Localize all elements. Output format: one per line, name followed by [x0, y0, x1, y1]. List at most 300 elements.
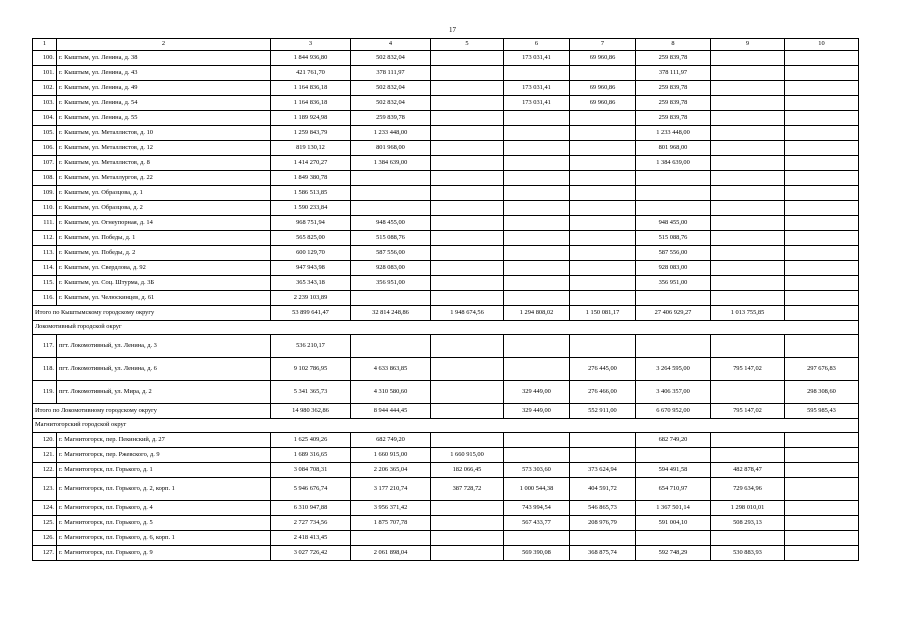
amount-cell: 378 111,97 [351, 66, 431, 81]
amount-cell [570, 276, 636, 291]
table-row [33, 141, 859, 156]
table-row [33, 335, 859, 358]
row-number-cell: 127. [33, 546, 57, 561]
amount-cell [570, 66, 636, 81]
amount-cell [711, 276, 785, 291]
amount-cell: 378 111,97 [636, 66, 711, 81]
amount-cell [711, 111, 785, 126]
amount-cell [431, 141, 504, 156]
amount-cell: 1 414 270,27 [271, 156, 351, 171]
amount-cell: 259 839,78 [636, 81, 711, 96]
amount-cell [431, 201, 504, 216]
row-number-cell: 102. [33, 81, 57, 96]
amount-cell: 1 233 448,00 [636, 126, 711, 141]
amount-cell: 801 968,00 [351, 141, 431, 156]
amount-cell: 32 814 248,86 [351, 306, 431, 321]
amount-cell: 404 591,72 [570, 478, 636, 501]
amount-cell: 1 150 081,17 [570, 306, 636, 321]
total-row [33, 306, 859, 321]
column-header: 3 [271, 39, 351, 51]
amount-cell [785, 66, 859, 81]
amount-cell [504, 126, 570, 141]
amount-cell [785, 186, 859, 201]
amount-cell: 502 832,04 [351, 96, 431, 111]
amount-cell: 173 031,41 [504, 96, 570, 111]
amount-cell: 1 367 501,14 [636, 501, 711, 516]
amount-cell [636, 448, 711, 463]
row-number-cell: 120. [33, 433, 57, 448]
amount-cell [351, 335, 431, 358]
address-cell: г. Кыштым, ул. Ленина, д. 49 [57, 81, 271, 96]
row-number-cell: 107. [33, 156, 57, 171]
amount-cell: 173 031,41 [504, 51, 570, 66]
table-row [33, 96, 859, 111]
table-row [33, 531, 859, 546]
total-label-cell: Итого по Кыштымскому городскому округу [33, 306, 271, 321]
amount-cell: 600 129,70 [271, 246, 351, 261]
amount-cell [431, 51, 504, 66]
row-number-cell: 106. [33, 141, 57, 156]
amount-cell: 508 293,13 [711, 516, 785, 531]
amount-cell: 592 748,29 [636, 546, 711, 561]
amount-cell: 552 911,00 [570, 404, 636, 419]
amount-cell [785, 171, 859, 186]
amount-cell: 594 491,58 [636, 463, 711, 478]
address-cell: пгт. Локомотивный, ул. Ленина, д. 3 [57, 335, 271, 358]
address-cell: г. Кыштым, ул. Металлистов, д. 10 [57, 126, 271, 141]
amount-cell: 1 660 915,00 [431, 448, 504, 463]
amount-cell [504, 433, 570, 448]
address-cell: пгт. Локомотивный, ул. Мира, д. 2 [57, 381, 271, 404]
amount-cell [504, 66, 570, 81]
row-number-cell: 113. [33, 246, 57, 261]
amount-cell: 546 865,73 [570, 501, 636, 516]
section-row [33, 419, 859, 433]
amount-cell [711, 66, 785, 81]
amount-cell [636, 335, 711, 358]
row-number-cell: 101. [33, 66, 57, 81]
amount-cell: 743 994,54 [504, 501, 570, 516]
amount-cell [504, 156, 570, 171]
address-cell: г. Кыштым, ул. Победы, д. 2 [57, 246, 271, 261]
address-cell: г. Магнитогорск, пер. Ржевского, д. 9 [57, 448, 271, 463]
table-row [33, 261, 859, 276]
amount-cell [431, 404, 504, 419]
amount-cell [570, 448, 636, 463]
address-cell: г. Кыштым, ул. Свердлова, д. 92 [57, 261, 271, 276]
total-row [33, 404, 859, 419]
amount-cell: 3 956 371,42 [351, 501, 431, 516]
amount-cell [431, 96, 504, 111]
table-row [33, 516, 859, 531]
amount-cell: 9 102 786,95 [271, 358, 351, 381]
address-cell: г. Кыштым, ул. Металлистов, д. 8 [57, 156, 271, 171]
amount-cell [504, 111, 570, 126]
amount-cell [711, 171, 785, 186]
amount-cell [785, 335, 859, 358]
amount-cell [711, 291, 785, 306]
amount-cell [785, 501, 859, 516]
amount-cell: 1 844 936,80 [271, 51, 351, 66]
amount-cell [785, 216, 859, 231]
amount-cell [351, 291, 431, 306]
table-row [33, 381, 859, 404]
table-row [33, 111, 859, 126]
row-number-cell: 109. [33, 186, 57, 201]
amount-cell [570, 531, 636, 546]
amount-cell: 329 449,00 [504, 404, 570, 419]
row-number-cell: 105. [33, 126, 57, 141]
amount-cell [351, 201, 431, 216]
amount-cell: 795 147,02 [711, 404, 785, 419]
row-number-cell: 110. [33, 201, 57, 216]
amount-cell: 682 749,20 [351, 433, 431, 448]
amount-cell [504, 335, 570, 358]
address-cell: г. Кыштым, ул. Ленина, д. 38 [57, 51, 271, 66]
amount-cell [431, 111, 504, 126]
amount-cell: 6 670 952,00 [636, 404, 711, 419]
amount-cell: 654 710,97 [636, 478, 711, 501]
amount-cell [785, 276, 859, 291]
amount-cell: 1 189 924,98 [271, 111, 351, 126]
row-number-cell: 123. [33, 478, 57, 501]
amount-cell: 1 259 843,79 [271, 126, 351, 141]
amount-cell: 948 455,00 [351, 216, 431, 231]
amount-cell: 329 449,00 [504, 381, 570, 404]
amount-cell: 795 147,02 [711, 358, 785, 381]
amount-cell: 565 825,00 [271, 231, 351, 246]
amount-cell: 2 061 898,04 [351, 546, 431, 561]
address-cell: г. Кыштым, ул. Ленина, д. 55 [57, 111, 271, 126]
amount-cell: 259 839,78 [636, 111, 711, 126]
amount-cell [431, 66, 504, 81]
amount-cell [636, 186, 711, 201]
amount-cell: 14 980 362,86 [271, 404, 351, 419]
amount-cell [431, 126, 504, 141]
amount-cell: 928 083,00 [351, 261, 431, 276]
amount-cell: 591 004,10 [636, 516, 711, 531]
amount-cell: 2 206 365,04 [351, 463, 431, 478]
row-number-cell: 124. [33, 501, 57, 516]
amount-cell [785, 51, 859, 66]
amount-cell: 1 590 233,84 [271, 201, 351, 216]
amount-cell: 4 633 863,85 [351, 358, 431, 381]
address-cell: г. Магнитогорск, пл. Горького, д. 5 [57, 516, 271, 531]
table-row [33, 478, 859, 501]
amount-cell [785, 96, 859, 111]
amount-cell: 1 948 674,56 [431, 306, 504, 321]
amount-cell: 3 177 210,74 [351, 478, 431, 501]
amount-cell [636, 291, 711, 306]
amount-cell [711, 141, 785, 156]
address-cell: г. Кыштым, ул. Ленина, д. 43 [57, 66, 271, 81]
amount-cell: 530 883,93 [711, 546, 785, 561]
amount-cell: 595 985,43 [785, 404, 859, 419]
amount-cell [711, 186, 785, 201]
row-number-cell: 104. [33, 111, 57, 126]
amount-cell [431, 381, 504, 404]
amount-cell: 502 832,04 [351, 51, 431, 66]
amount-cell [504, 261, 570, 276]
amount-cell: 69 960,86 [570, 96, 636, 111]
amount-cell: 8 944 444,45 [351, 404, 431, 419]
amount-cell [785, 433, 859, 448]
address-cell: г. Кыштым, ул. Победы, д. 1 [57, 231, 271, 246]
table-row [33, 51, 859, 66]
amount-cell [711, 216, 785, 231]
amount-cell [431, 216, 504, 231]
amount-cell [785, 478, 859, 501]
column-header: 4 [351, 39, 431, 51]
amount-cell [504, 448, 570, 463]
amount-cell: 1 164 836,18 [271, 96, 351, 111]
amount-cell: 173 031,41 [504, 81, 570, 96]
amount-cell: 356 951,00 [636, 276, 711, 291]
amount-cell: 1 586 513,85 [271, 186, 351, 201]
amount-cell [570, 433, 636, 448]
amount-cell: 259 839,78 [636, 51, 711, 66]
amount-cell: 421 761,70 [271, 66, 351, 81]
amount-cell: 1 000 544,38 [504, 478, 570, 501]
amount-cell [570, 156, 636, 171]
address-cell: г. Магнитогорск, пер. Пекинский, д. 27 [57, 433, 271, 448]
table-row [33, 66, 859, 81]
address-cell: пгт. Локомотивный, ул. Ленина, д. 6 [57, 358, 271, 381]
address-cell: г. Магнитогорск, пл. Горького, д. 1 [57, 463, 271, 478]
row-number-cell: 117. [33, 335, 57, 358]
amount-cell [570, 231, 636, 246]
amount-cell: 3 264 595,00 [636, 358, 711, 381]
amount-cell [570, 216, 636, 231]
amount-cell [570, 201, 636, 216]
amount-cell: 276 466,00 [570, 381, 636, 404]
amount-cell [431, 358, 504, 381]
amount-cell [431, 276, 504, 291]
amount-cell [504, 216, 570, 231]
amount-cell: 3 406 357,00 [636, 381, 711, 404]
total-label-cell: Итого по Локомотивному городскому округу [33, 404, 271, 419]
amount-cell [431, 81, 504, 96]
amount-cell [785, 546, 859, 561]
amount-cell [636, 531, 711, 546]
amount-cell [785, 463, 859, 478]
row-number-cell: 121. [33, 448, 57, 463]
amount-cell [570, 126, 636, 141]
row-number-cell: 111. [33, 216, 57, 231]
amount-cell: 1 660 915,00 [351, 448, 431, 463]
amount-cell [570, 111, 636, 126]
amount-cell: 573 303,60 [504, 463, 570, 478]
amount-cell [711, 81, 785, 96]
amount-cell: 819 130,12 [271, 141, 351, 156]
table-row [33, 126, 859, 141]
amount-cell [504, 231, 570, 246]
row-number-cell: 103. [33, 96, 57, 111]
amount-cell: 515 088,76 [636, 231, 711, 246]
column-header: 2 [57, 39, 271, 51]
amount-cell [785, 141, 859, 156]
table-row [33, 81, 859, 96]
amount-cell: 1 298 010,01 [711, 501, 785, 516]
amount-cell [570, 171, 636, 186]
row-number-cell: 112. [33, 231, 57, 246]
amount-cell [351, 171, 431, 186]
column-header: 5 [431, 39, 504, 51]
amount-cell [504, 201, 570, 216]
amount-cell: 1 689 316,65 [271, 448, 351, 463]
amount-cell [570, 186, 636, 201]
column-header-row [33, 39, 859, 51]
table-row [33, 216, 859, 231]
amount-cell [636, 171, 711, 186]
amount-cell [785, 231, 859, 246]
amount-cell [711, 126, 785, 141]
column-header: 9 [711, 39, 785, 51]
budget-table [32, 38, 859, 561]
table-row [33, 246, 859, 261]
amount-cell [785, 531, 859, 546]
table-row [33, 433, 859, 448]
table-row [33, 201, 859, 216]
amount-cell [785, 246, 859, 261]
amount-cell: 259 839,78 [636, 96, 711, 111]
amount-cell [504, 358, 570, 381]
amount-cell [431, 531, 504, 546]
amount-cell: 1 849 380,78 [271, 171, 351, 186]
amount-cell: 373 624,94 [570, 463, 636, 478]
amount-cell: 682 749,20 [636, 433, 711, 448]
column-header: 1 [33, 39, 57, 51]
amount-cell [785, 156, 859, 171]
amount-cell: 6 310 947,88 [271, 501, 351, 516]
amount-cell: 1 384 639,00 [351, 156, 431, 171]
amount-cell [711, 231, 785, 246]
address-cell: г. Кыштым, ул. Ленина, д. 54 [57, 96, 271, 111]
amount-cell [431, 546, 504, 561]
amount-cell: 729 634,96 [711, 478, 785, 501]
amount-cell [431, 246, 504, 261]
section-title-cell: Локомотивный городской округ [33, 321, 859, 335]
row-number-cell: 114. [33, 261, 57, 276]
amount-cell [351, 186, 431, 201]
amount-cell: 276 445,00 [570, 358, 636, 381]
address-cell: г. Кыштым, ул. Челюскинцев, д. 61 [57, 291, 271, 306]
amount-cell: 356 951,00 [351, 276, 431, 291]
amount-cell [504, 531, 570, 546]
amount-cell [785, 81, 859, 96]
address-cell: г. Кыштым, ул. Соц. Штурма, д. 3Б [57, 276, 271, 291]
amount-cell: 3 027 726,42 [271, 546, 351, 561]
amount-cell [785, 516, 859, 531]
amount-cell [711, 201, 785, 216]
amount-cell [711, 261, 785, 276]
amount-cell: 259 839,78 [351, 111, 431, 126]
amount-cell: 365 343,18 [271, 276, 351, 291]
column-header: 6 [504, 39, 570, 51]
table-row [33, 231, 859, 246]
amount-cell: 387 728,72 [431, 478, 504, 501]
amount-cell: 2 727 734,56 [271, 516, 351, 531]
amount-cell [504, 246, 570, 261]
amount-cell: 368 875,74 [570, 546, 636, 561]
amount-cell [431, 516, 504, 531]
amount-cell: 4 310 580,60 [351, 381, 431, 404]
amount-cell: 567 433,77 [504, 516, 570, 531]
table-row [33, 546, 859, 561]
amount-cell [431, 501, 504, 516]
amount-cell: 1 625 409,26 [271, 433, 351, 448]
amount-cell [504, 171, 570, 186]
address-cell: г. Магнитогорск, пл. Горького, д. 9 [57, 546, 271, 561]
row-number-cell: 122. [33, 463, 57, 478]
row-number-cell: 116. [33, 291, 57, 306]
row-number-cell: 126. [33, 531, 57, 546]
page-number: 17 [449, 26, 456, 34]
amount-cell: 801 968,00 [636, 141, 711, 156]
amount-cell [504, 141, 570, 156]
amount-cell [711, 448, 785, 463]
amount-cell: 3 084 708,31 [271, 463, 351, 478]
amount-cell: 502 832,04 [351, 81, 431, 96]
address-cell: г. Магнитогорск, пл. Горького, д. 2, корп. 1 [57, 478, 271, 501]
address-cell: г. Кыштым, ул. Огнеупорная, д. 14 [57, 216, 271, 231]
row-number-cell: 115. [33, 276, 57, 291]
address-cell: г. Кыштым, ул. Образцова, д. 1 [57, 186, 271, 201]
amount-cell: 1 164 836,18 [271, 81, 351, 96]
amount-cell [785, 201, 859, 216]
address-cell: г. Магнитогорск, пл. Горького, д. 6, корп. 1 [57, 531, 271, 546]
amount-cell [431, 335, 504, 358]
amount-cell: 482 878,47 [711, 463, 785, 478]
table-row [33, 156, 859, 171]
amount-cell: 587 556,00 [351, 246, 431, 261]
amount-cell [504, 291, 570, 306]
section-title-cell: Магнитогорский городской округ [33, 419, 859, 433]
amount-cell: 298 308,60 [785, 381, 859, 404]
address-cell: г. Магнитогорск, пл. Горького, д. 4 [57, 501, 271, 516]
amount-cell: 1 294 808,02 [504, 306, 570, 321]
amount-cell: 515 088,76 [351, 231, 431, 246]
amount-cell [785, 291, 859, 306]
amount-cell [711, 51, 785, 66]
amount-cell [431, 291, 504, 306]
amount-cell: 2 239 103,89 [271, 291, 351, 306]
amount-cell [431, 186, 504, 201]
amount-cell [570, 246, 636, 261]
amount-cell [711, 96, 785, 111]
amount-cell [711, 156, 785, 171]
row-number-cell: 118. [33, 358, 57, 381]
row-number-cell: 119. [33, 381, 57, 404]
amount-cell [431, 231, 504, 246]
amount-cell [431, 171, 504, 186]
table-row [33, 501, 859, 516]
amount-cell: 1 233 448,00 [351, 126, 431, 141]
amount-cell: 53 899 641,47 [271, 306, 351, 321]
table-row [33, 276, 859, 291]
amount-cell [785, 111, 859, 126]
column-header: 10 [785, 39, 859, 51]
amount-cell [504, 186, 570, 201]
amount-cell: 297 676,83 [785, 358, 859, 381]
address-cell: г. Кыштым, ул. Образцова, д. 2 [57, 201, 271, 216]
table-row [33, 291, 859, 306]
amount-cell: 182 066,45 [431, 463, 504, 478]
amount-cell [570, 261, 636, 276]
amount-cell: 1 875 707,78 [351, 516, 431, 531]
row-number-cell: 125. [33, 516, 57, 531]
amount-cell [785, 448, 859, 463]
